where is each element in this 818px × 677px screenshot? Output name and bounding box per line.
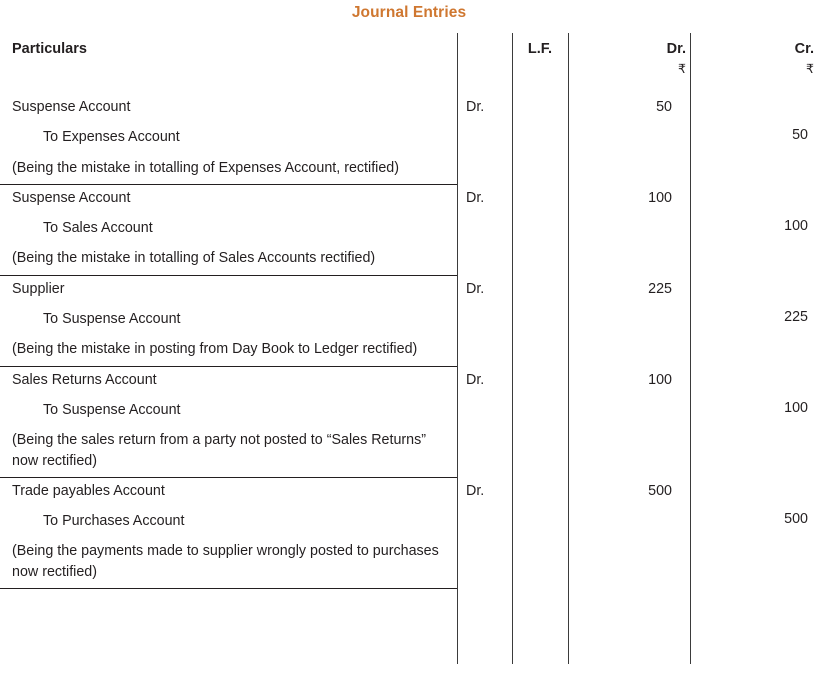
- journal-entry: [0, 94, 457, 184]
- column-header-lf: L.F.: [527, 41, 553, 57]
- dr-marker: Dr.: [466, 189, 485, 206]
- narration: (Being the sales return from a party not posted to “Sales Returns” now rectified): [12, 432, 427, 469]
- dr-marker: Dr.: [466, 371, 485, 388]
- journal-entry: [0, 184, 457, 275]
- credit-amount: 50: [792, 127, 808, 144]
- debit-amount: 100: [648, 371, 672, 388]
- currency-symbol-dr: ₹: [678, 62, 686, 76]
- credit-account: To Sales Account: [43, 220, 153, 237]
- narration: (Being the mistake in posting from Day Book to Ledger rectified): [12, 341, 418, 358]
- credit-amount: 100: [784, 399, 808, 416]
- narration: (Being the mistake in totalling of Expenses Account, rectified): [12, 159, 400, 176]
- debit-amount: 100: [648, 189, 672, 206]
- dr-marker: Dr.: [466, 99, 485, 115]
- debit-amount: 50: [656, 99, 672, 115]
- debit-amount: 225: [648, 280, 672, 297]
- dr-marker: Dr.: [466, 482, 485, 499]
- column-header-dr: Dr.: [666, 41, 686, 57]
- credit-account: To Expenses Account: [43, 129, 180, 146]
- debit-account: Supplier: [12, 280, 65, 297]
- credit-amount: 100: [784, 218, 808, 235]
- debit-account: Trade payables Account: [12, 482, 165, 499]
- debit-account: Suspense Account: [12, 189, 131, 206]
- currency-symbol-cr: ₹: [806, 62, 814, 76]
- credit-amount: 500: [784, 511, 808, 528]
- credit-account: To Suspense Account: [43, 401, 181, 418]
- page-title: Journal Entries: [351, 4, 467, 21]
- column-divider-drmark: [512, 33, 513, 664]
- column-header-cr: Cr.: [794, 41, 814, 57]
- narration: (Being the mistake in totalling of Sales Accounts rectified): [12, 250, 376, 267]
- journal-entry: [0, 366, 457, 477]
- debit-account: Sales Returns Account: [12, 371, 157, 388]
- narration: (Being the payments made to supplier wrongly posted to purchases now rectified): [12, 543, 439, 580]
- column-divider-particulars: [457, 33, 458, 664]
- journal-entry: [0, 275, 457, 366]
- journal-table: [0, 33, 818, 664]
- dr-marker: Dr.: [466, 280, 485, 297]
- column-header-particulars: Particulars: [12, 41, 87, 57]
- credit-account: To Suspense Account: [43, 311, 181, 328]
- journal-entry: [0, 477, 457, 589]
- table-header-row: [0, 33, 818, 94]
- debit-amount: 500: [648, 482, 672, 499]
- credit-amount: 225: [784, 309, 808, 326]
- credit-account: To Purchases Account: [43, 513, 185, 530]
- column-divider-lf: [568, 33, 569, 664]
- debit-account: Suspense Account: [12, 99, 131, 115]
